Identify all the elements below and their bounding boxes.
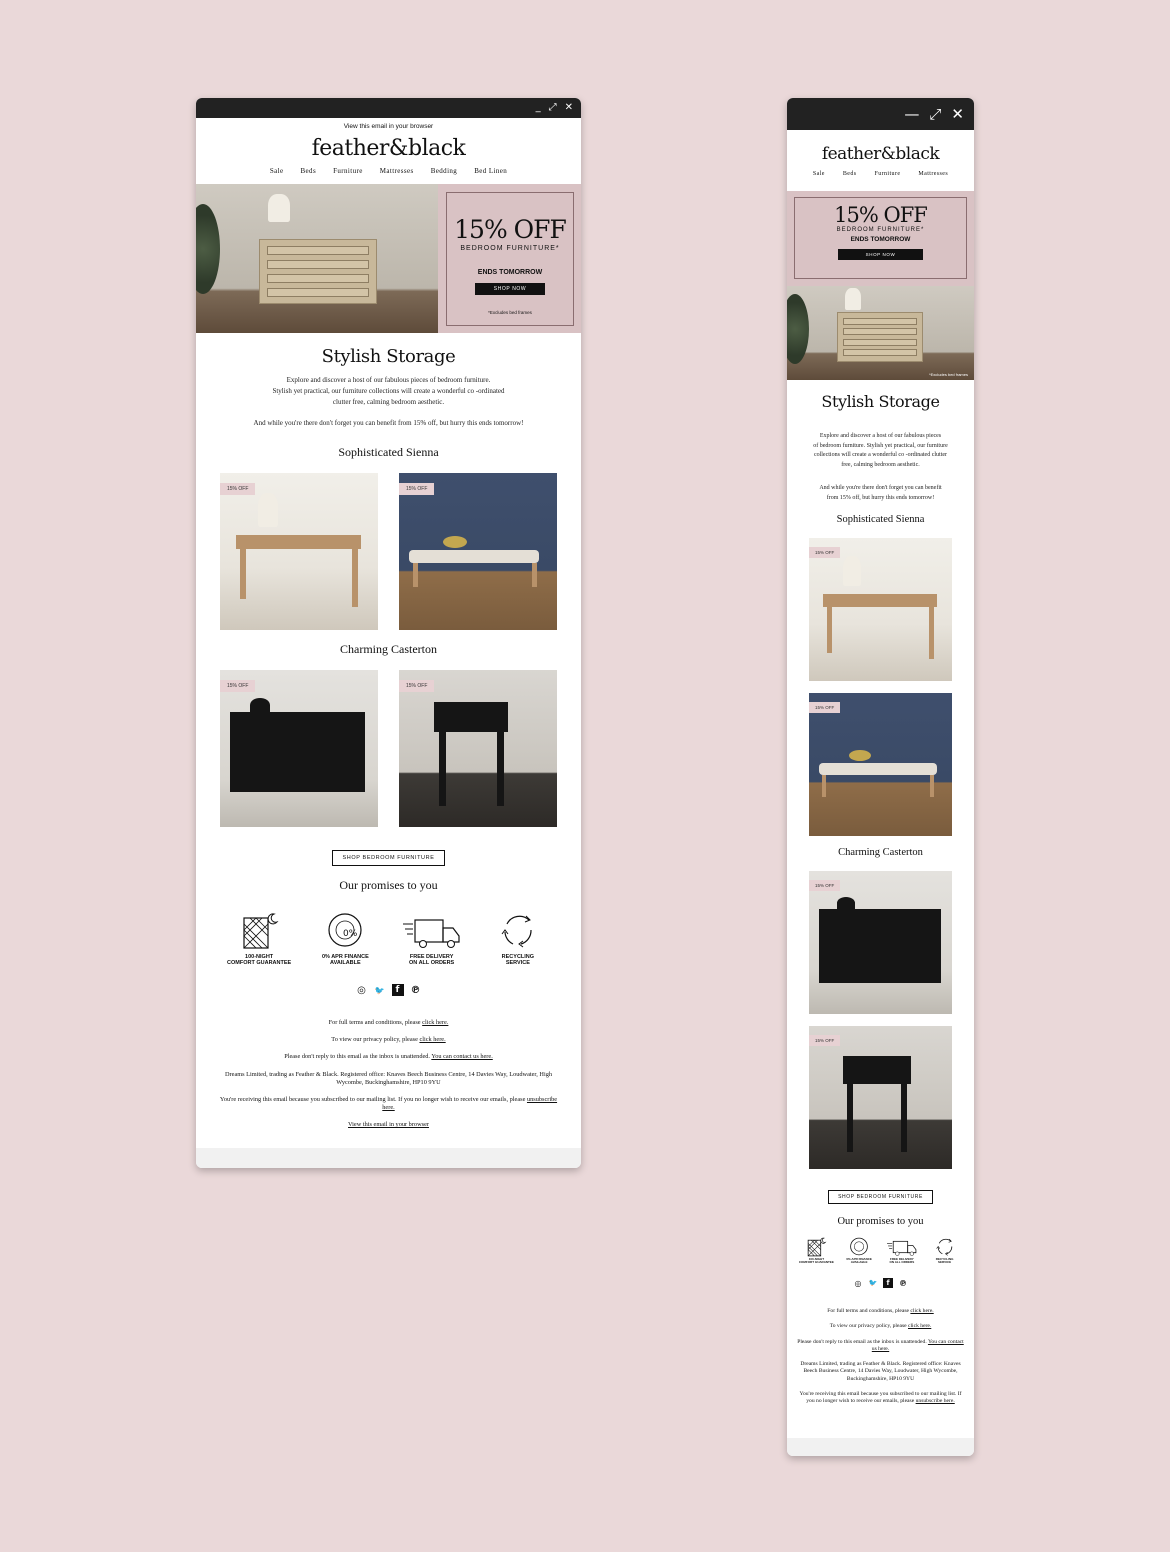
promise-recycling (478, 910, 558, 967)
mobile-email-body (787, 130, 974, 1456)
side-table-leg (439, 732, 446, 806)
mobile-promo-panel (787, 191, 974, 286)
bench-image (819, 763, 937, 775)
close-icon[interactable]: ✕ (564, 102, 573, 113)
promo-subline: BEDROOM FURNITURE* (460, 245, 560, 252)
discount-badge: 15% OFF (809, 880, 840, 891)
chest-image (230, 712, 365, 792)
promise-recycling (925, 1236, 965, 1265)
shop-bedroom-button[interactable]: SHOP BEDROOM FURNITURE (828, 1190, 933, 1204)
footer-terms: For full terms and conditions, please click here. (827, 1308, 934, 1314)
expand-icon[interactable]: ⤢ (929, 104, 942, 123)
desktop-window-titlebar (196, 98, 581, 118)
promise-finance (305, 910, 385, 967)
contact-link[interactable]: You can contact us here. (431, 1053, 493, 1061)
facebook-icon[interactable]: f (392, 984, 404, 996)
product-tile-sienna-desk[interactable] (220, 473, 378, 630)
mattress-moon-icon (805, 1236, 827, 1258)
desktop-intro (196, 346, 581, 427)
nav-mattresses[interactable]: Mattresses (379, 167, 414, 175)
minimize-icon[interactable]: — (904, 104, 920, 123)
side-table-image (843, 1056, 911, 1084)
email-bottom-strip (196, 1148, 581, 1168)
footer-noreply: Please don't reply to this email as the inbox is unattended. You can contact us here. (284, 1053, 493, 1061)
mobile-window-titlebar (787, 98, 974, 130)
pinterest-icon[interactable]: ℗ (410, 984, 421, 996)
collection-title-casterton: Charming Casterton (838, 847, 923, 858)
delivery-truck-icon (401, 910, 463, 952)
footer-company: Dreams Limited, trading as Feather & Black. Registered office: Knaves Beech Business Centre, 14 Davies Way, Loudwater, High Wycombe, Buckinghamshire, HP10 9YU (225, 1070, 552, 1086)
cushion-image (849, 750, 871, 761)
promise-label: 0% APR FINANCE AVAILABLE (846, 1257, 872, 1265)
unsubscribe-link[interactable]: unsubscribe here. (915, 1398, 955, 1405)
pinterest-icon[interactable]: ℗ (899, 1278, 907, 1288)
expand-icon[interactable]: ⤢ (548, 102, 557, 113)
bowl-image (837, 897, 855, 909)
product-tile-casterton-chest[interactable] (809, 871, 952, 1014)
lamp-image (268, 194, 290, 222)
promise-label: FREE DELIVERY ON ALL ORDERS (409, 954, 455, 967)
footer-subscribed: You're receiving this email because you subscribed to our mailing list. If you no longer wish to receive our emails, please unsubscribe here. (219, 1095, 558, 1112)
discount-badge: 15% OFF (220, 483, 255, 495)
footer-subscribed: You're receiving this email because you subscribed to our mailing list. If you no longer wish to receive our emails, please unsubscribe here. (799, 1390, 962, 1405)
view-browser-link[interactable]: View this email in your browser (348, 1121, 429, 1129)
promises-title: Our promises to you (837, 1216, 924, 1227)
lamp-image (843, 556, 861, 586)
close-icon[interactable]: ✕ (951, 104, 964, 123)
footer-terms: For full terms and conditions, please click here. (328, 1019, 449, 1026)
discount-badge: 15% OFF (220, 680, 255, 692)
promise-label: RECYCLING SERVICE (935, 1257, 954, 1265)
bench-leg (413, 563, 418, 587)
desktop-email-body (196, 118, 581, 1168)
desk-leg (240, 549, 246, 599)
shop-bedroom-wrap (196, 846, 581, 866)
promise-comfort (219, 910, 299, 967)
footer-noreply: Please don't reply to this email as the inbox is unattended. You can contact us here. (797, 1338, 964, 1352)
promise-delivery (882, 1236, 922, 1265)
collection-title-casterton: Charming Casterton (340, 642, 437, 656)
recycle-icon (497, 910, 539, 952)
delivery-truck-icon (886, 1236, 918, 1258)
nav-furniture[interactable]: Furniture (874, 171, 901, 177)
contact-link[interactable]: You can contact us here. (871, 1338, 964, 1352)
section-paragraph-1: Explore and discover a host of our fabulous pieces of bedroom furniture. Stylish yet practical, our furniture collections will create a wonderful co -ordinated clutter free, calming bedroom aesthetic. (272, 376, 505, 407)
promise-delivery (392, 910, 472, 967)
desktop-nav (196, 167, 581, 175)
email-bottom-strip (787, 1438, 974, 1456)
hero-banner (196, 184, 581, 333)
privacy-link[interactable]: click here. (419, 1036, 446, 1044)
discount-badge: 15% OFF (809, 702, 840, 713)
section-title: Stylish Storage (321, 346, 456, 367)
instagram-icon[interactable]: ◎ (357, 984, 366, 996)
nav-beds[interactable]: Beds (300, 167, 317, 175)
instagram-icon[interactable]: ◎ (854, 1278, 862, 1288)
nav-bed-linen[interactable]: Bed Linen (474, 167, 508, 175)
zero-percent-icon (848, 1236, 870, 1258)
unsubscribe-link[interactable]: unsubscribe here. (382, 1095, 558, 1112)
desk-leg (827, 607, 832, 653)
nav-furniture[interactable]: Furniture (333, 167, 363, 175)
promises-title: Our promises to you (339, 878, 438, 892)
promo-box (794, 197, 967, 279)
terms-link[interactable]: click here. (910, 1308, 934, 1314)
promo-box (446, 192, 574, 326)
brand-logo[interactable]: feather&black (311, 136, 466, 161)
shop-now-button[interactable]: SHOP NOW (475, 283, 546, 295)
promises-row (216, 910, 561, 967)
nav-mattresses[interactable]: Mattresses (918, 171, 949, 177)
product-tile-sienna-desk[interactable] (809, 538, 952, 681)
desktop-email-window (196, 98, 581, 1168)
promo-headline: 15% OFF (834, 203, 927, 227)
hero-photo (196, 184, 438, 333)
cushion-image (443, 536, 467, 548)
footer-privacy: To view our privacy policy, please click here. (829, 1323, 932, 1330)
zero-percent-icon (324, 910, 366, 952)
promise-label: 100-NIGHT COMFORT GUARANTEE (798, 1257, 834, 1265)
shop-now-button[interactable]: SHOP NOW (838, 249, 924, 260)
lamp-image (258, 493, 278, 527)
promo-note: *Excludes bed frames (929, 372, 968, 377)
side-table-leg (901, 1084, 907, 1152)
nav-sale[interactable]: Sale (269, 167, 284, 175)
product-tile-casterton-side[interactable] (809, 1026, 952, 1169)
desk-top-image (823, 594, 937, 607)
bowl-image (250, 698, 270, 712)
discount-badge: 15% OFF (399, 483, 434, 495)
view-in-browser-link[interactable]: View this email in your browser (343, 123, 434, 130)
promo-ends: ENDS TOMORROW (850, 236, 911, 243)
promo-panel (438, 184, 581, 333)
desktop-footer (214, 1019, 563, 1129)
mobile-footer (797, 1308, 964, 1405)
product-tile-sienna-bench[interactable] (809, 693, 952, 836)
promises-row (795, 1236, 966, 1265)
product-tile-sienna-bench[interactable] (399, 473, 557, 630)
footer-privacy: To view our privacy policy, please click here. (331, 1036, 446, 1044)
terms-link[interactable]: click here. (422, 1019, 449, 1026)
promise-label: 100-NIGHT COMFORT GUARANTEE (227, 954, 292, 967)
side-table-leg (497, 732, 504, 806)
social-links (787, 1278, 974, 1288)
collection-title-sienna: Sophisticated Sienna (338, 445, 439, 459)
dresser-image (837, 312, 923, 362)
nav-beds[interactable]: Beds (842, 171, 857, 177)
desk-leg (929, 607, 934, 659)
twitter-icon[interactable]: 🐦 (868, 1279, 878, 1287)
discount-badge: 15% OFF (809, 1035, 840, 1046)
side-table-leg (847, 1084, 853, 1152)
nav-bedding[interactable]: Bedding (430, 167, 458, 175)
promo-subline: BEDROOM FURNITURE* (836, 227, 925, 233)
privacy-link[interactable]: click here. (908, 1323, 932, 1330)
promise-label: RECYCLING SERVICE (501, 954, 535, 967)
facebook-icon[interactable]: f (883, 1278, 893, 1288)
footer-view-browser (214, 1121, 563, 1129)
mobile-hero-photo (787, 286, 974, 380)
footer-company: Dreams Limited, trading as Feather & Black. Registered office: Knaves Beech Business Centre, 14 Davies Way, Loudwater, High Wycombe, Buckinghamshire, HP10 9YU (800, 1361, 961, 1382)
section-paragraph-2: And while you're there don't forget you can benefit from 15% off, but hurry this ends tomorrow! (253, 418, 524, 427)
discount-badge: 15% OFF (399, 680, 434, 692)
nav-sale[interactable]: Sale (812, 171, 825, 177)
section-title: Stylish Storage (821, 392, 940, 411)
chest-image (819, 909, 941, 983)
promo-headline: 15% OFF (454, 215, 566, 244)
shop-bedroom-wrap (787, 1185, 974, 1204)
zero-percent-glyph: 0% (343, 929, 358, 939)
section-paragraph-1: Explore and discover a host of our fabulous pieces of bedroom furniture. Stylish yet practical, our furniture collections will create a wonderful co -ordinated clutter free, calming bedroom aesthetic. (813, 433, 948, 468)
promo-ends: ENDS TOMORROW (477, 269, 543, 276)
mobile-email-window (787, 98, 974, 1456)
mattress-moon-icon (238, 910, 280, 952)
collection-title-sienna: Sophisticated Sienna (836, 514, 925, 525)
bench-leg (532, 563, 537, 587)
plant-image (196, 204, 220, 294)
promise-label: 0% APR FINANCE AVAILABLE (321, 954, 369, 967)
shop-bedroom-button[interactable]: SHOP BEDROOM FURNITURE (332, 850, 446, 866)
bench-image (409, 550, 539, 563)
promise-comfort (796, 1236, 836, 1265)
dresser-image (259, 239, 377, 304)
bench-leg (822, 775, 826, 797)
desk-leg (352, 549, 358, 607)
brand-logo[interactable]: feather&black (821, 144, 940, 164)
recycle-icon (934, 1236, 956, 1258)
promise-finance (839, 1236, 879, 1265)
plant-image (787, 294, 809, 364)
section-paragraph-2: And while you're there don't forget you can benefit from 15% off, but hurry this ends tomorrow! (819, 485, 942, 501)
promo-note: *Excludes bed frames (488, 310, 532, 315)
product-tile-casterton-side[interactable] (399, 670, 557, 827)
social-links (196, 984, 581, 996)
promise-label: FREE DELIVERY ON ALL ORDERS (889, 1257, 915, 1265)
side-table-image (434, 702, 508, 732)
discount-badge: 15% OFF (809, 547, 840, 558)
bench-leg (930, 775, 934, 797)
minimize-icon[interactable]: _ (535, 102, 541, 113)
desk-top-image (236, 535, 361, 549)
twitter-icon[interactable]: 🐦 (374, 985, 385, 995)
lamp-image (845, 288, 861, 310)
product-tile-casterton-chest[interactable] (220, 670, 378, 827)
mobile-nav (787, 171, 974, 177)
